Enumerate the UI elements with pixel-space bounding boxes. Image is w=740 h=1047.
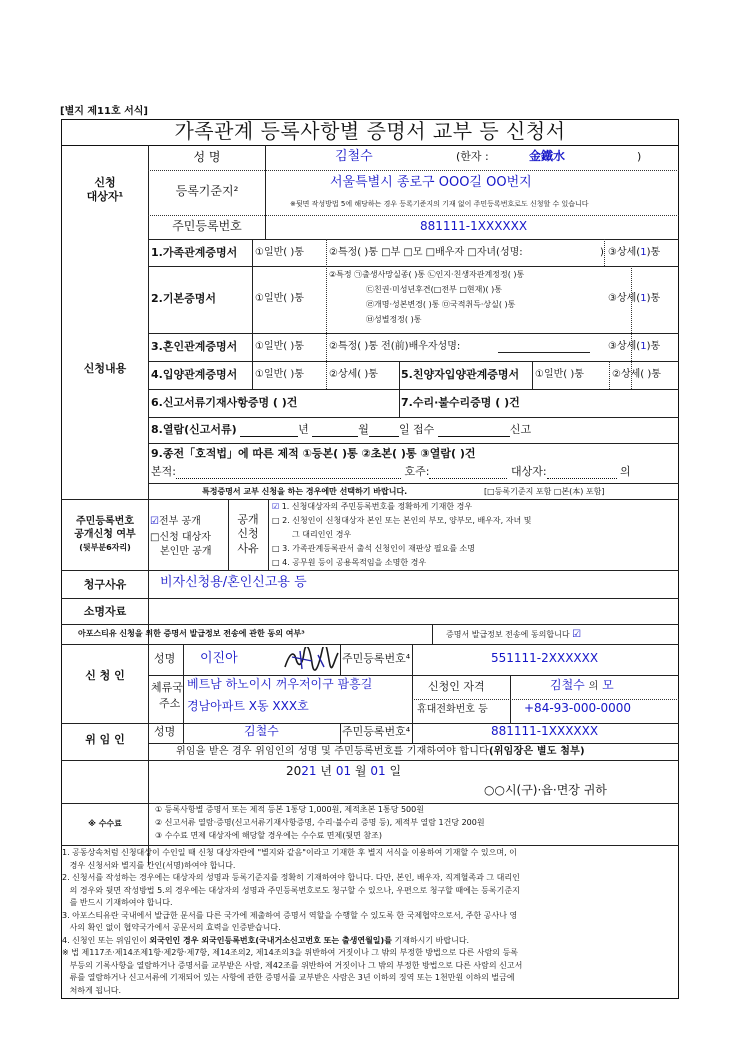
addr-label-2: 주소 bbox=[159, 696, 181, 710]
base-value[interactable]: 서울특별시 종로구 OOO길 OO번지 bbox=[330, 175, 532, 190]
row3-detail-close: )통 bbox=[646, 341, 661, 352]
date-year-prefix: 20 bbox=[286, 764, 302, 778]
row8-month: 월 bbox=[358, 423, 369, 436]
note-line: 사의 확인 없이 협약국가에서 공문서의 효력을 인증받습니다. bbox=[62, 923, 281, 932]
delegate-label: 위 임 인 bbox=[85, 733, 125, 746]
note-line: 1. 공동상속처럼 신청대상이 수인일 때 신청 대상자란에 "별지와 같음"이라고 기재한 후 별지 서식을 이용하여 기재할 수 있으며, 이 bbox=[62, 848, 517, 857]
delegate-name-label: 성명 bbox=[154, 725, 176, 738]
rrn-label: 주민등록번호 bbox=[172, 219, 242, 233]
row1-detail[interactable]: ③상세( bbox=[608, 247, 641, 258]
row2-title: 2.기본증명서 bbox=[151, 292, 216, 305]
note-line: 경우 신청서와 별지를 간인(서명)하여야 합니다. bbox=[62, 860, 236, 870]
reason-label: 공개 신청 사유 bbox=[237, 513, 259, 555]
delegate-name-value[interactable]: 김철수 bbox=[244, 724, 279, 738]
row4-general[interactable]: ①일반( )통 bbox=[255, 369, 304, 380]
date-year[interactable]: 21 bbox=[301, 764, 317, 778]
row1-detail-num[interactable]: 1 bbox=[640, 247, 647, 258]
row9-target: 대상자: bbox=[510, 465, 547, 478]
row2-special-1[interactable]: ②특정 ㉠출생사망실종( )통 ㉡인지·친생자관계정정( )통 bbox=[329, 270, 525, 279]
note4-bold: 외국인인 경우 외국인등록번호(국내거소신고번호 또는 출생연월일)를 bbox=[149, 935, 392, 945]
fee-line-2: ② 신고서류 열람·증명(신고서류기재사항증명, 수리·불수리 증명 등), 제적부 열람 1건당 200원 bbox=[155, 818, 485, 827]
note-line: 2. 신청서를 작성하는 경우에는 대상자의 성명과 등록기준지를 정확히 기재하여야 합니다. 다만, 본인, 배우자, 직계혈족과 그 대리인 bbox=[62, 873, 520, 882]
reason-3[interactable]: □ 3. 가족관계등록관서 출석 신청인이 재판상 필요를 소명 bbox=[272, 544, 476, 553]
row2-detail[interactable]: ③상세( bbox=[608, 293, 641, 304]
base-note: ※뒷면 작성방법 5에 해당하는 경우 등록기준지의 기재 없이 주민등록번호로도 신청할 수 있습니다 bbox=[290, 200, 589, 208]
row3-detail-num[interactable]: 1 bbox=[640, 341, 647, 352]
applicant-section-label: 신청 대상자¹ bbox=[86, 176, 124, 204]
disclosure-label-3: (뒷부분6자리) bbox=[79, 543, 131, 552]
row2-detail-num[interactable]: 1 bbox=[640, 293, 647, 304]
disclosure-label-2: 공개신청 여부 bbox=[74, 529, 136, 540]
apostille-value: 증명서 발급정보 전송에 동의합니다 bbox=[446, 630, 570, 639]
row9-line1[interactable]: 9.종전「호적법」에 따른 제적 ①등본( )통 ②초본( )통 ③열람( )건 bbox=[151, 447, 476, 460]
row6-left[interactable]: 6.신고서류기재사항증명 ( )건 bbox=[151, 396, 298, 409]
note-line: ※ 법 제117조·제14조제1항·제2항·제7항, 제14조의2, 제14조의3을 위반하여 거짓이나 그 밖의 부정한 방법으로 다른 사람의 등록 bbox=[62, 948, 519, 957]
row2-detail-close: )통 bbox=[646, 293, 661, 304]
fee-label: ※ 수수료 bbox=[88, 819, 122, 828]
reason-1[interactable]: 1. 신청대상자의 주민등록번호를 정확하게 기재한 경우 bbox=[281, 502, 473, 511]
row5-title: 5.친양자입양관계증명서 bbox=[401, 368, 520, 381]
row4-title: 4.입양관계증명서 bbox=[151, 368, 238, 381]
fee-line-3: ③ 수수료 면제 대상자에 해당할 경우에는 수수료 면제(뒷면 참조) bbox=[155, 831, 382, 840]
row2-special-3[interactable]: ㉣개명·성본변경( )통 ㉤국적취득·상실( )통 bbox=[366, 300, 516, 309]
evidence-label: 소명자료 bbox=[83, 605, 127, 618]
date-day[interactable]: 01 bbox=[370, 764, 386, 778]
name-label: 성 명 bbox=[193, 150, 221, 164]
purpose-value[interactable]: 비자신청용/혼인신고용 등 bbox=[160, 575, 307, 590]
fee-line-1: ① 등록사항별 증명서 또는 제적 등본 1통당 1,000원, 제적초본 1통당 500원 bbox=[155, 805, 424, 814]
row1-detail-close: )통 bbox=[646, 247, 661, 258]
form-label: [별지 제11호 서식] bbox=[60, 106, 148, 117]
applicant-rrn-value[interactable]: 551111-2XXXXXX bbox=[491, 651, 599, 665]
reason-4[interactable]: □ 4. 공무원 등이 공용목적임을 소명한 경우 bbox=[272, 558, 427, 567]
row5-general[interactable]: ①일반( )통 bbox=[535, 369, 584, 380]
special-options[interactable]: [□등록기준지 포함 □본(本) 포함] bbox=[484, 487, 605, 496]
row3-special[interactable]: ②특정( )통 전(前)배우자성명: bbox=[329, 341, 461, 352]
request-section-label: 신청내용 bbox=[83, 362, 127, 375]
row1-special[interactable]: ②특정( )통 □부 □모 □배우자 □자녀(성명: bbox=[329, 247, 523, 258]
qualification-relation[interactable]: 모 bbox=[602, 678, 614, 692]
address-line-1[interactable]: 베트남 하노이시 꺼우저이구 팜흥길 bbox=[187, 677, 373, 691]
row2-special-4[interactable]: ㉥성별정정( )통 bbox=[366, 315, 422, 324]
signature-icon bbox=[282, 647, 340, 671]
row5-detail[interactable]: ②상세( )통 bbox=[612, 369, 661, 380]
row9-bonjeok: 본적: bbox=[151, 465, 176, 478]
applicant-name-label: 성명 bbox=[154, 652, 176, 665]
delegate-note: 위임을 받은 경우 위임인의 성명 및 주민등록번호를 기재하여야 합니다 bbox=[176, 746, 489, 757]
note-line: 의 경우와 뒷면 작성방법 5.의 경우에는 대상자의 성명과 주민등록번호로도 청구할 수 있으나, 우편으로 청구할 때에는 등록기준지 bbox=[62, 885, 520, 895]
address-line-2[interactable]: 경남아파트 X동 XXX호 bbox=[187, 699, 309, 713]
row9-hoju: 호주: bbox=[404, 465, 430, 478]
note-line: 를 반드시 기재하여야 합니다. bbox=[62, 898, 173, 907]
row3-title: 3.혼인관계증명서 bbox=[151, 340, 238, 353]
addr-label-1: 체류국 bbox=[151, 681, 183, 694]
qualification-value[interactable]: 김철수 bbox=[550, 678, 585, 692]
row1-title: 1.가족관계증명서 bbox=[151, 246, 238, 259]
disclosure-opt-self-2: 본인만 공개 bbox=[160, 546, 212, 557]
base-label: 등록기준지² bbox=[175, 184, 239, 198]
disclosure-label-1: 주민등록번호 bbox=[76, 516, 134, 527]
delegate-rrn-value[interactable]: 881111-1XXXXXX bbox=[491, 724, 599, 738]
applicant-rrn-label: 주민등록번호⁴ bbox=[342, 652, 411, 665]
disclosure-opt-all[interactable]: 전부 공개 bbox=[158, 516, 201, 527]
row1-special-close: ) bbox=[600, 247, 604, 258]
hanja-value[interactable]: 金鐵水 bbox=[529, 149, 566, 163]
applicant-info-label: 신 청 인 bbox=[85, 669, 125, 682]
page-title: 가족관계 등록사항별 증명서 교부 등 신청서 bbox=[174, 119, 566, 143]
note-line: 류를 열람하거나 신고서류에 기재되어 있는 사항에 관한 증명서를 교부받은 사람은 3년 이하의 징역 또는 1천만원 이하의 벌금에 bbox=[62, 973, 515, 982]
delegate-rrn-label: 주민등록번호⁴ bbox=[342, 725, 411, 738]
recipient: ○○시(구)·읍·면장 귀하 bbox=[484, 783, 607, 797]
qualification-mid: 의 bbox=[588, 681, 599, 692]
row1-general[interactable]: ①일반( )통 bbox=[255, 247, 304, 258]
date-month[interactable]: 01 bbox=[335, 764, 352, 778]
special-notice: 특정증명서 교부 신청을 하는 경우에만 선택하기 바랍니다. bbox=[202, 487, 408, 496]
row2-general[interactable]: ①일반( )통 bbox=[255, 293, 304, 304]
applicant-name-value[interactable]: 이진아 bbox=[200, 651, 238, 666]
row8-day: 일 접수 bbox=[398, 423, 435, 436]
apostille-label: 아포스티유 신청을 위한 증명서 발급정보 전송에 관한 동의 여부³ bbox=[78, 629, 305, 638]
note-line: 3. 아포스티유란 국내에서 발급한 문서를 다른 국가에 제출하여 증명서 역할을 수행할 수 있도록 한 국제협약으로서, 주한 공사나 영 bbox=[62, 910, 518, 920]
note-line: 부등의 기록사항을 열람하거나 증명서를 교부받은 사람, 제42조를 위반하여 거짓이나 그 밖의 부정한 방법으로 다른 사람의 신고서 bbox=[62, 960, 523, 970]
row8-year: 년 bbox=[298, 423, 309, 436]
note-line: 처하게 됩니다. bbox=[62, 985, 122, 995]
applicant-name[interactable]: 김철수 bbox=[335, 149, 373, 164]
row7-right[interactable]: 7.수리·불수리증명 ( )건 bbox=[401, 396, 520, 409]
applicant-rrn[interactable]: 881111-1XXXXXX bbox=[420, 219, 528, 233]
row8-title: 8.열람(신고서류) bbox=[151, 423, 237, 436]
row3-detail[interactable]: ③상세( bbox=[608, 341, 641, 352]
reason-check-icon[interactable]: ☑ bbox=[272, 502, 280, 511]
reason-2a[interactable]: □ 2. 신청인이 신청대상자 본인 또는 본인의 부모, 양부모, 배우자, 자녀 및 bbox=[272, 516, 532, 525]
row3-general[interactable]: ①일반( )통 bbox=[255, 341, 304, 352]
disclosure-opt-self-1[interactable]: □신청 대상자 bbox=[150, 532, 211, 543]
row2-special-2[interactable]: ㉢친권·미성년후견(□전부 □현재)( )통 bbox=[366, 285, 502, 294]
purpose-label: 청구사유 bbox=[83, 578, 127, 591]
date-y-label: 년 bbox=[320, 764, 332, 778]
apostille-check-icon[interactable]: ☑ bbox=[572, 629, 582, 640]
row9-ui: 의 bbox=[620, 465, 631, 478]
check-mark-icon[interactable]: ☑ bbox=[150, 516, 159, 527]
date-m-label: 월 bbox=[354, 764, 367, 778]
note4-end: 기재하시기 바랍니다. bbox=[391, 935, 470, 945]
qualification-label: 신청인 자격 bbox=[428, 680, 485, 693]
hanja-close: ) bbox=[637, 150, 642, 163]
hanja-label: (한자 : bbox=[456, 150, 489, 163]
date-d-label: 일 bbox=[389, 764, 402, 778]
delegate-note-bold: (위임장은 별도 첨부) bbox=[488, 746, 585, 757]
row8-report: 신고 bbox=[509, 423, 532, 436]
phone-label: 휴대전화번호 등 bbox=[417, 704, 488, 715]
notes-section bbox=[62, 847, 678, 997]
row4-detail[interactable]: ②상세( )통 bbox=[329, 369, 378, 380]
note-line: 4. 신청인 또는 위임인이 외국인인 경우 외국인등록번호(국내거소신고번호 또는 출생연월일)를 기재하시기 바랍니다. bbox=[62, 935, 470, 945]
phone-value[interactable]: +84-93-000-0000 bbox=[524, 701, 632, 715]
reason-2b: 그 대리인인 경우 bbox=[292, 530, 352, 539]
